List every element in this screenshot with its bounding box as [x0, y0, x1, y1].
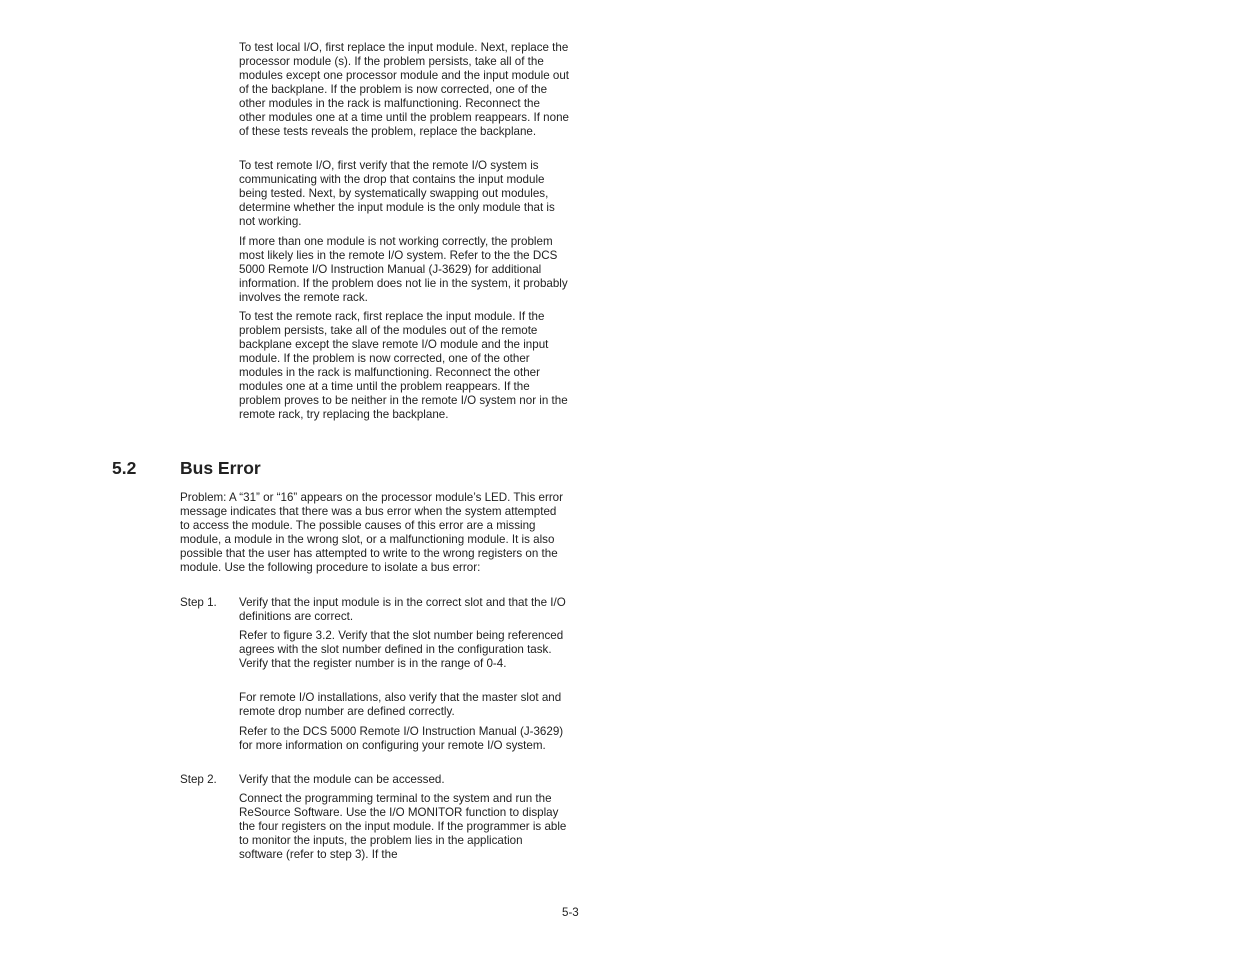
problem-paragraph: Problem: A “31” or “16” appears on the processor module’s LED. This error message indicates that there was a bus error when the system attempted to access the module. The possible causes of this error are a missing module, a module in the wrong slot, or a malfunctioning module. It is also possible that the user has attempted to write to the wrong registers on the module. Use the following procedure to isolate a bus error:	[180, 491, 563, 575]
intro-paragraph-local-io: To test local I/O, first replace the input module. Next, replace the processor module (s). If the problem persists, take all of the modules except one processor module and the input module out of the backplane. If the problem is now corrected, one of the other modules in the rack is malfunctioning. Reconnect the other modules one at a time until the problem reappears. If none of these tests reveals the problem, replace the backplane.	[239, 41, 569, 139]
intro-paragraph-remote-rack: To test the remote rack, first replace the input module. If the problem persists, take all of the modules out of the remote backplane except the slave remote I/O module and the input module. If the problem is now corrected, one of the other modules in the rack is malfunctioning. Reconnect the other modules one at a time until the problem reappears. If the problem proves to be neither in the remote I/O system nor in the remote rack, try replacing the backplane.	[239, 310, 568, 422]
intro-paragraph-multiple-modules: If more than one module is not working correctly, the problem most likely lies in the remote I/O system. Refer to the the DCS 5000 Remote I/O Instruction Manual (J-3629) for additional information. If the problem does not lie in the system, it probably involves the remote rack.	[239, 235, 568, 305]
section-number: 5.2	[112, 458, 137, 478]
step-2-label: Step 2.	[180, 773, 217, 786]
step-1-label: Step 1.	[180, 596, 217, 609]
step-2-paragraph: Connect the programming terminal to the system and run the ReSource Software. Use the I/O MONITOR function to display the four registers on the input module. If the programmer is able to monitor the inputs, the problem lies in the application software (refer to step 3). If the	[239, 792, 567, 862]
step-1-paragraph: Refer to figure 3.2. Verify that the slot number being referenced agrees with the slot number defined in the configuration task. Verify that the register number is in the range of 0-4.	[239, 629, 564, 671]
step-1-paragraph: Refer to the DCS 5000 Remote I/O Instruction Manual (J-3629) for more information on configuring your remote I/O system.	[239, 725, 564, 753]
intro-paragraph-remote-io: To test remote I/O, first verify that the remote I/O system is communicating with the drop that contains the input module being tested. Next, by systematically swapping out modules, determine whether the input module is the only module that is not working.	[239, 159, 555, 229]
step-2-paragraph: Verify that the module can be accessed.	[239, 773, 445, 786]
page-number: 5-3	[562, 906, 579, 919]
step-1-paragraph: For remote I/O installations, also verify that the master slot and remote drop number are defined correctly.	[239, 691, 562, 719]
step-1-paragraph: Verify that the input module is in the correct slot and that the I/O definitions are correct.	[239, 596, 566, 624]
section-title: Bus Error	[180, 458, 261, 478]
